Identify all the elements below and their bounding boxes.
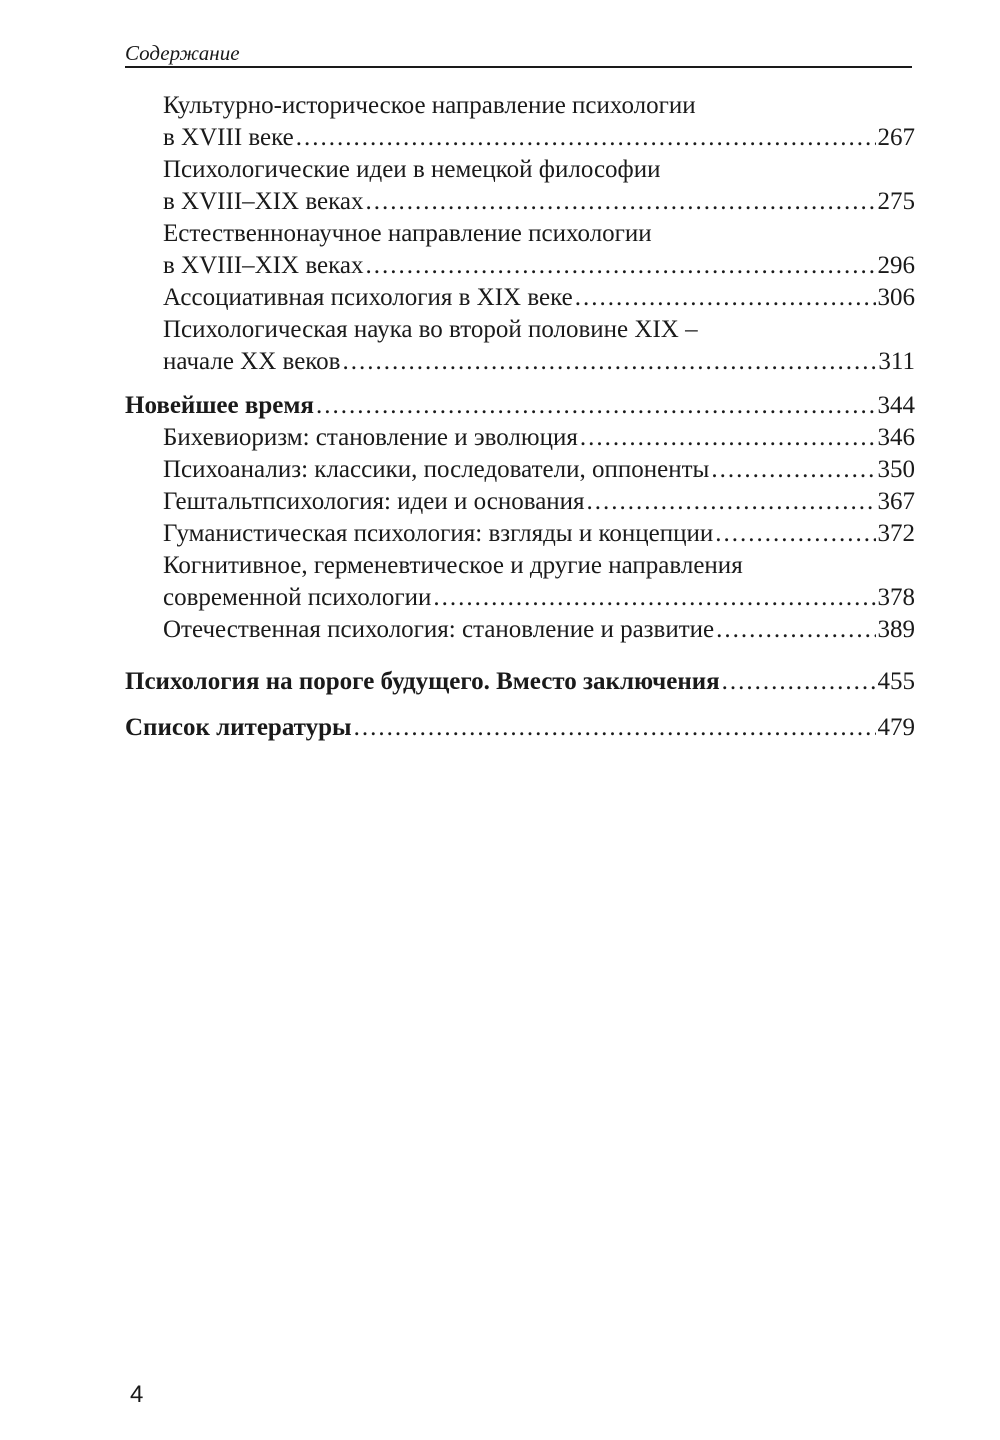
toc-entry[interactable] [125,518,915,550]
toc-page-number: 267 [877,124,915,151]
toc-entry[interactable] [125,154,915,218]
dot-leader [342,346,876,378]
toc-entry[interactable] [125,218,915,282]
toc-page-number: 479 [877,714,915,741]
toc-entry-title-cont: в XVIII–XIX веках [163,252,364,279]
toc-entry-title-cont: в XVIII–XIX веках [163,188,364,215]
dot-leader [711,454,875,486]
toc-page-number: 311 [878,348,915,375]
dot-leader [715,518,875,550]
running-title: Содержание [125,41,240,65]
toc-entry-title: Когнитивное, герменевтическое и другие направления [163,552,743,579]
toc-section-title: Новейшее время [125,392,314,419]
toc-page-number: 344 [877,392,915,419]
toc-page-number: 455 [877,668,915,695]
dot-leader [365,186,875,218]
toc-entry-title-cont: современной психологии [163,584,432,611]
toc-entry-title: Гуманистическая психология: взгляды и концепции [163,520,714,547]
toc-page-number: 346 [877,424,915,451]
toc-entry-title: Психологическая наука во второй половине XIX – [163,316,698,343]
toc-entry[interactable] [125,454,915,486]
toc-entry[interactable] [125,550,915,614]
toc-entry-title: Психоанализ: классики, последователи, оппоненты [163,456,710,483]
toc-page-number: 296 [877,252,915,279]
toc-page-number: 389 [877,616,915,643]
dot-leader [365,250,875,282]
toc-entry-title: Отечественная психология: становление и развитие [163,616,715,643]
toc-entry[interactable] [125,614,915,646]
toc-entry[interactable] [125,90,915,154]
toc-page-number: 350 [877,456,915,483]
toc-section-title: Психология на пороге будущего. Вместо заключения [125,668,720,695]
page-number: 4 [130,1381,144,1408]
toc-entry[interactable] [125,282,915,314]
running-header [125,40,912,68]
dot-leader [575,282,876,314]
toc-page-number: 372 [877,520,915,547]
dot-leader [722,666,876,698]
toc-page-number: 378 [877,584,915,611]
toc-entry[interactable] [125,486,915,518]
toc-entry-title: Гештальтпсихология: идеи и основания [163,488,585,515]
toc-entry-title: Бихевиоризм: становление и эволюция [163,424,578,451]
table-of-contents [125,90,915,744]
dot-leader [716,614,875,646]
dot-leader [316,390,876,422]
toc-entry[interactable] [125,422,915,454]
toc-entry-title: Естественнонаучное направление психологии [163,220,652,247]
toc-section-entry[interactable] [125,666,915,698]
dot-leader [354,712,876,744]
dot-leader [587,486,876,518]
toc-entry-title: Ассоциативная психология в XIX веке [163,284,573,311]
toc-section-entry[interactable] [125,390,915,422]
toc-page-number: 367 [877,488,915,515]
toc-entry-title: Культурно-историческое направление психологии [163,92,696,119]
toc-section-title: Список литературы [125,714,352,741]
dot-leader [296,122,876,154]
toc-entry-title-cont: начале XX веков [163,348,341,375]
toc-entry-title: Психологические идеи в немецкой философии [163,156,661,183]
toc-page-number: 275 [877,188,915,215]
toc-entry-title-cont: в XVIII веке [163,124,294,151]
toc-entry[interactable] [125,314,915,378]
dot-leader [580,422,876,454]
toc-section-entry[interactable] [125,712,915,744]
toc-page-number: 306 [877,284,915,311]
dot-leader [433,582,875,614]
